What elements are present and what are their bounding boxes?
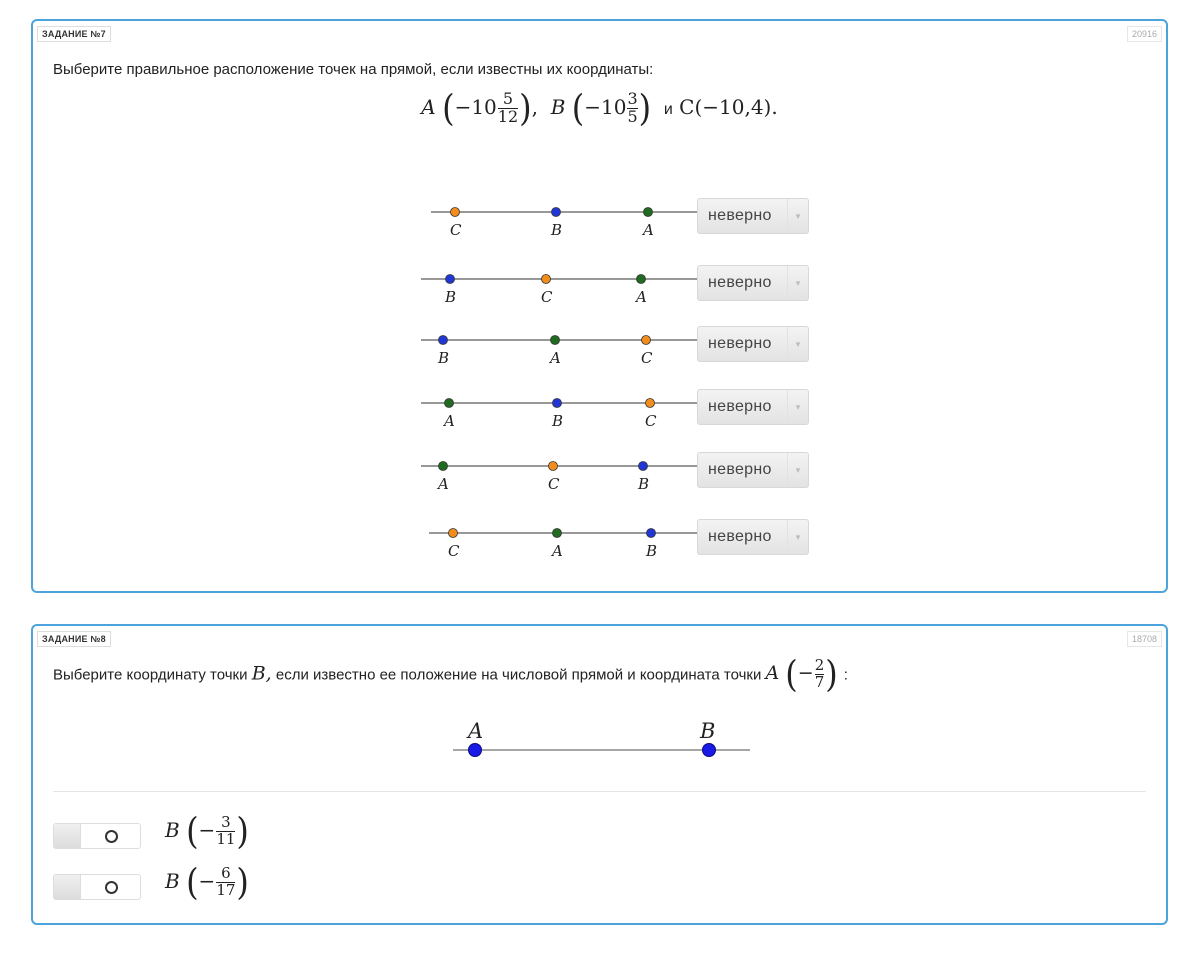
point-a-label: A <box>552 542 563 560</box>
select-value: неверно <box>708 274 772 291</box>
task-tag: ЗАДАНИЕ №8 <box>37 631 111 647</box>
point-b-dot <box>439 336 448 345</box>
a-whole: −10 <box>454 94 497 119</box>
b-num: 3 <box>627 89 638 108</box>
point-a-dot <box>637 275 646 284</box>
task-tag: ЗАДАНИЕ №7 <box>37 26 111 42</box>
a-num: 5 <box>502 89 514 108</box>
chevron-down-icon[interactable]: ▾ <box>787 327 808 361</box>
point-b-dot <box>552 208 561 217</box>
point-b-dot <box>639 462 648 471</box>
option-sign: − <box>198 868 216 893</box>
a-sign: − <box>797 662 814 685</box>
answer-select[interactable] <box>697 519 809 555</box>
option-den: 11 <box>216 829 236 848</box>
a-num: 2 <box>814 656 825 674</box>
point-c-dot <box>549 462 558 471</box>
point-c-label: C <box>641 349 653 367</box>
number-line <box>388 326 728 376</box>
arrangement-row-5 <box>33 452 1166 494</box>
task-7-card <box>31 19 1168 593</box>
arrangement-row-1 <box>33 198 1166 240</box>
chevron-down-icon[interactable]: ▾ <box>787 453 808 487</box>
point-a-label: A <box>550 349 561 367</box>
option-num: 6 <box>221 864 231 882</box>
option-den: 17 <box>216 880 236 899</box>
point-a-label: A <box>643 221 654 239</box>
option-formula: B (− $\frac{3}{11}$ ) <box>165 809 249 854</box>
question-mid: если известно ее положение на числовой прямой и координата точки <box>275 666 762 684</box>
point-c-label: C <box>645 412 657 430</box>
a-den: 12 <box>497 106 519 126</box>
answer-select[interactable] <box>697 389 809 425</box>
point-c-coord: C(−10,4). <box>679 94 778 119</box>
arrangement-row-4 <box>33 389 1166 431</box>
option-point-label: B <box>165 817 180 842</box>
point-c-label: C <box>450 221 462 239</box>
point-a-label: A <box>636 288 647 306</box>
answer-select[interactable] <box>697 326 809 362</box>
point-b-label: B <box>638 475 650 493</box>
point-b-dot <box>703 744 716 757</box>
chevron-down-icon[interactable]: ▾ <box>787 199 808 233</box>
chevron-down-icon[interactable]: ▾ <box>787 520 808 554</box>
question-start: Выберите координату точки <box>53 666 248 684</box>
point-c-label: C <box>541 288 553 306</box>
radio-icon <box>105 881 118 894</box>
point-c-dot <box>451 208 460 217</box>
arrangement-row-3 <box>33 326 1166 368</box>
number-line <box>450 716 752 761</box>
point-a-label: A <box>421 94 436 119</box>
number-line <box>388 265 728 315</box>
point-b-label: B <box>438 349 450 367</box>
point-b-label: B, <box>251 662 272 685</box>
line-label-a: A <box>468 719 484 743</box>
b-whole: −10 <box>584 94 627 119</box>
question-text: Выберите правильное расположение точек на прямой, если известны их координаты: <box>53 61 654 78</box>
arrangement-row-6 <box>33 519 1166 561</box>
point-a-dot <box>551 336 560 345</box>
chevron-down-icon[interactable]: ▾ <box>787 266 808 300</box>
select-value: неверно <box>708 528 772 545</box>
arrangement-row-2 <box>33 265 1166 307</box>
number-line <box>388 452 728 502</box>
radio-icon <box>105 830 118 843</box>
option-checkbox[interactable] <box>53 823 141 849</box>
option-point-label: B <box>165 868 180 893</box>
point-b-label: B <box>646 542 658 560</box>
point-c-dot <box>646 399 655 408</box>
point-c-label: C <box>448 542 460 560</box>
point-b-label: B <box>551 221 563 239</box>
select-value: неверно <box>708 207 772 224</box>
number-line <box>388 198 728 248</box>
chevron-down-icon[interactable]: ▾ <box>787 390 808 424</box>
point-c-dot <box>449 529 458 538</box>
point-a-label: A <box>444 412 455 430</box>
task-id: 18708 <box>1127 631 1162 647</box>
divider <box>53 791 1146 792</box>
select-value: неверно <box>708 461 772 478</box>
option-sign: − <box>198 817 216 842</box>
point-a-label: A <box>438 475 449 493</box>
option-num: 3 <box>221 813 231 831</box>
and-word: и <box>663 100 673 118</box>
point-c-label: C <box>548 475 560 493</box>
point-a-dot <box>439 462 448 471</box>
point-c-dot <box>642 336 651 345</box>
point-a-dot <box>445 399 454 408</box>
select-value: неверно <box>708 398 772 415</box>
number-line <box>388 389 728 439</box>
answer-select[interactable] <box>697 452 809 488</box>
b-den: 5 <box>627 106 638 126</box>
point-b-label: B <box>445 288 457 306</box>
answer-select[interactable] <box>697 198 809 234</box>
point-b-dot <box>553 399 562 408</box>
point-b-label: B <box>550 94 566 119</box>
point-a-label: A <box>765 662 780 685</box>
option-checkbox[interactable] <box>53 874 141 900</box>
point-b-dot <box>446 275 455 284</box>
select-value: неверно <box>708 335 772 352</box>
task-8-card <box>31 624 1168 925</box>
question-text: Выберите координату точки B, если известно ее положение на числовой прямой и координата точки A (− $\frac{2}{7}$ ) : <box>53 652 848 697</box>
answer-select[interactable] <box>697 265 809 301</box>
point-a-dot <box>553 529 562 538</box>
point-a-dot <box>644 208 653 217</box>
line-label-b: B <box>700 719 716 743</box>
coordinates-formula: A (−10 $\frac{5}{12}$ ), B (−10 $\frac{3}{5}$ ) и C(−10,4). <box>421 86 778 131</box>
option-formula: B (− $\frac{6}{17}$ ) <box>165 860 249 905</box>
number-line <box>388 519 728 569</box>
point-b-label: B <box>552 412 564 430</box>
colon: : <box>843 666 848 684</box>
point-a-dot <box>469 744 482 757</box>
task-id: 20916 <box>1127 26 1162 42</box>
a-den: 7 <box>814 672 825 691</box>
point-c-dot <box>542 275 551 284</box>
point-b-dot <box>647 529 656 538</box>
